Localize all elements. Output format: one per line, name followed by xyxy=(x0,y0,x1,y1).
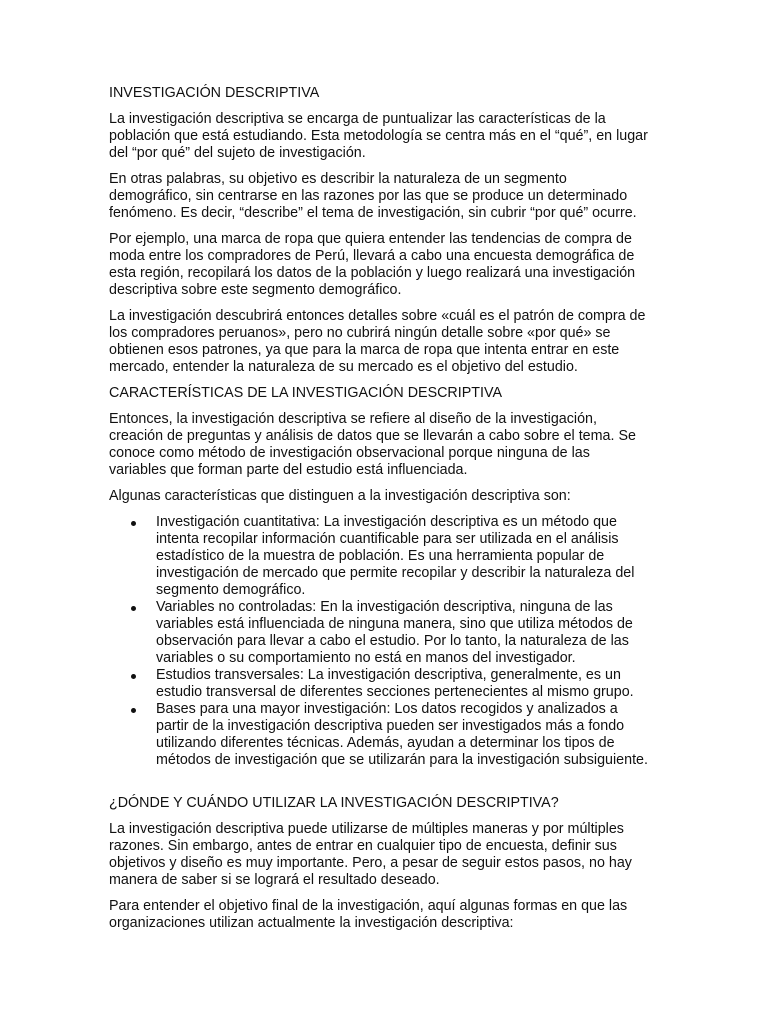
bullet-icon xyxy=(131,606,136,611)
list-item-text: Variables no controladas: En la investigación descriptiva, ninguna de las variables está influenciada de ninguna manera, sino que utiliza métodos de observación para llevar a cabo el estudio. Por lo tanto, la naturaleza de las variables o su comportamiento no está en manos del investigador. xyxy=(156,599,633,666)
list-item xyxy=(109,701,649,769)
paragraph: La investigación descriptiva se encarga de puntualizar las características de la población que está estudiando. Esta metodología se centra más en el “qué”, en lugar del “por qué” del sujeto de investigación. xyxy=(109,111,648,161)
bullet-icon xyxy=(131,708,136,713)
document-body xyxy=(109,85,649,941)
paragraph: La investigación descriptiva puede utilizarse de múltiples maneras y por múltiples razones. Sin embargo, antes de entrar en cualquier tipo de encuesta, definir sus objetivos y diseño es muy importante. Pero, a pesar de seguir estos pasos, no hay manera de saber si se logrará el resultado deseado. xyxy=(109,821,632,888)
paragraph: La investigación descubrirá entonces detalles sobre «cuál es el patrón de compra de los compradores peruanos», pero no cubrirá ningún detalle sobre «por qué» se obtienen esos patrones, ya que para la marca de ropa que intenta entrar en este mercado, entender la naturaleza de su mercado es el objetivo del estudio. xyxy=(109,308,646,375)
list-item xyxy=(109,667,649,701)
list-item-text: Bases para una mayor investigación: Los datos recogidos y analizados a partir de la investigación descriptiva pueden ser investigados más a fondo utilizando diferentes técnicas. Además, ayudan a determinar los tipos de métodos de investigación que se utilizarán para la investigación subsiguiente. xyxy=(156,701,648,768)
paragraph: Entonces, la investigación descriptiva se refiere al diseño de la investigación, creación de preguntas y análisis de datos que se llevarán a cabo sobre el tema. Se conoce como método de investigación observacional porque ninguna de las variables que forman parte del estudio está influenciada. xyxy=(109,411,636,478)
section-heading: ¿DÓNDE Y CUÁNDO UTILIZAR LA INVESTIGACIÓN DESCRIPTIVA? xyxy=(109,795,559,811)
bullet-icon xyxy=(131,674,136,679)
section-heading: CARACTERÍSTICAS DE LA INVESTIGACIÓN DESCRIPTIVA xyxy=(109,385,502,401)
paragraph: Algunas características que distinguen a la investigación descriptiva son: xyxy=(109,488,571,504)
list-item-text: Estudios transversales: La investigación descriptiva, generalmente, es un estudio transversal de diferentes secciones pertenecientes al mismo grupo. xyxy=(156,667,634,700)
list-item xyxy=(109,599,649,667)
characteristics-list xyxy=(109,514,649,769)
section-heading: INVESTIGACIÓN DESCRIPTIVA xyxy=(109,85,320,101)
paragraph: Para entender el objetivo final de la investigación, aquí algunas formas en que las organizaciones utilizan actualmente la investigación descriptiva: xyxy=(109,898,628,931)
blank-line xyxy=(109,778,649,795)
bullet-icon xyxy=(131,521,136,526)
paragraph: En otras palabras, su objetivo es describir la naturaleza de un segmento demográfico, sin centrarse en las razones por las que se produce un determinado fenómeno. Es decir, “describe” el tema de investigación, sin cubrir “por qué” ocurre. xyxy=(109,171,637,221)
list-item xyxy=(109,514,649,599)
list-item-text: Investigación cuantitativa: La investigación descriptiva es un método que intenta recopilar información cuantificable para ser utilizada en el análisis estadístico de la muestra de población. Es una herramienta popular de investigación de mercado que permite recopilar y describir la naturaleza del segmento demográfico. xyxy=(156,514,635,598)
paragraph: Por ejemplo, una marca de ropa que quiera entender las tendencias de compra de moda entre los compradores de Perú, llevará a cabo una encuesta demográfica de esta región, recopilará los datos de la población y luego realizará una investigación descriptiva sobre este segmento demográfico. xyxy=(109,231,636,298)
